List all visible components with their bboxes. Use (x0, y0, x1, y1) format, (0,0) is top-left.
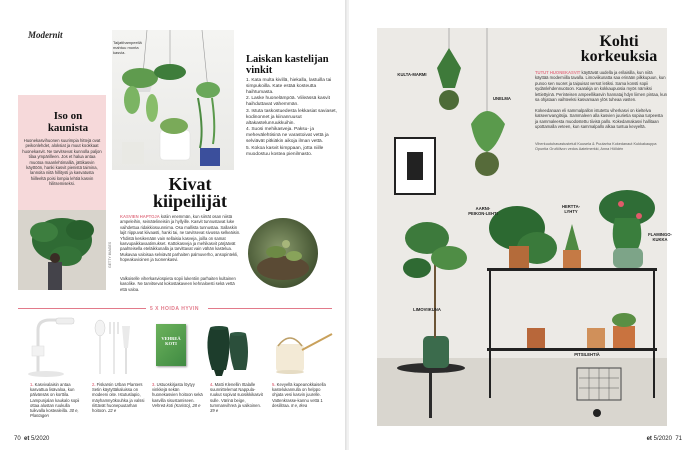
monstera-photo (18, 210, 106, 290)
book-title: VEHREÄ KOTI (161, 336, 181, 346)
label-aarnipeikonlehti: AARNI-PEIKON-LEHTI (468, 206, 498, 216)
left-page (0, 0, 347, 450)
right-text: käyttävät uudella ja erilaisilla, kun niitä käyttää moderniilla tavalla. Limoviikunatta saa erinään pilkkupuun, kun punoo sen nuoret ja taipuisat versot letiksi. Sama konsti sopii sydänlehdennuotoon. Kaarakja on kokkaupuosia myös nämiksi lettiettyinä. Perinteisen ampeellikasvin hannataj hdyn liimen pintaa, kun sa ohjataan vaihteeksi kasvamaan ylös tuheaa vasten. (535, 70, 667, 103)
pots-product (200, 322, 252, 378)
product-4-caption: 4. Matti Klenellin Ittalalle suunnittelemat Nappula-ruukut sopivat suosikkikasvit sulle. Värinä beige, tummanvihreä ja valkoinen. 39 e (210, 382, 263, 414)
kivat-body (120, 214, 242, 263)
tools-product (92, 318, 134, 378)
label-flamingokukka: FLAMINGO-KUKKA (648, 232, 672, 242)
section-label: Modernit (28, 30, 63, 40)
product-3-caption: 3. Ustuoskirjasta löytyy vinkkejä sekän huonekasvien hoitoon sekä kasvilla sisustamiseen. Vehreä koti (Karisto), 28 e (152, 382, 203, 408)
laiskan-item-3: 3. Istuta taskostuedesta lekkasiat saviaset, kodinonnet ja kiinanruusut altakastelunruukkuihin. (246, 108, 337, 126)
iso-title: Iso on kaunista (47, 110, 89, 134)
label-limoviikuna: LIMOVIIKUNA (413, 307, 441, 312)
iso-body: Huonekasvihuonen suurimpia hittejä ovat peikonlehdet, aloksiat ja muut kookkaat huonekasvit. Ne tarvitsevat kunnolla paljon tilaa ympärilleen. Jos et halua antaa muotoa maanlehtimalliä, jättikasvin käyttöön, hanki kasvit pienistä taimina, lannoita niitä hillitysti ja kasvatusta hiilleeltä poisi lompia lehtiä kasvin hilitsemiseksi. (22, 138, 102, 187)
label-herttalyhty: HERTTA-LYHTY (561, 204, 581, 214)
product-1-caption: 1. Kasvivalaisin antaa kasvattua lisävaloa, kun pälvänsäs on korttila. Lampunjalan kaukalo sopii ottaa alustan ruukulla tuikvalla kostealeilla. 30 e, Plantagen (30, 382, 80, 419)
right-title: Kohti korkeuksia (580, 33, 658, 65)
laiskan-list (246, 78, 338, 157)
label-pitsilehtia: PITSILEHTIÄ (574, 352, 600, 357)
laiskan-title: Laiskan kastelijan vinkit (246, 54, 329, 76)
laiskan-item-1: 1. Kata multa kivillä, hiekalla, lastuilla tai simpukoilla. Kate estää kosteutta haihtumasta. (246, 78, 332, 95)
product-2-caption: 2. Fiskarsin Urban Planters Setin käytyttäkaluissa on modeeni oite. Istutuslapio, mäyhamnyökouhka ja valssi riittävät huonepuutarhan hoitoon. 22 e (92, 382, 145, 414)
hanging-plant-photo (112, 30, 234, 170)
folio-right: et 5/2020 71 (646, 436, 682, 442)
kivat-lead: KASVIEN HAPTOJA (120, 214, 160, 219)
right-body2: Kokeedanaan eli sammalpallon istutettu viherkasvi on kieltelva katseenvangitsija. Sammaleen alla kasvien juurietia sopiaa turpeesta ja sammaleesta muodostettu tiivisä pallo. Kokedamakasvi hallitaan upottamalla veteen, kun sammalpallo alkaa tuntua kevyeltä. (535, 108, 663, 130)
lamp-product (26, 316, 78, 378)
kivat-text: kotiin enemmän, kun siirrät osan niistä ampeleihin, seinätelineisiin ja hyllyille. Kasvit tunnustavat luke vaihdettua ridakkiosuunnima. Osa mallista tunnustaa. Sallaskin lajit riippuvat kiivaasti, hanki tai, ne tarvitsevat sivussa selkeäisin. Yhdistä kesikenään vain sellaisia kasveja, joilla on samat kasvupaikkavaatimukset. Kattokasveja ja mehikasvit pärjäävät paahteisella eteläikkunalla ja tarvittavat vain vähän kastelua. Mukavaa valoisaa selviävät parhaiten palmuverho, ansopintekli, hopeakuvioinen ja tuonenkasvi. (120, 214, 241, 263)
product-5-caption: 5. Kevyellä kapeanokkaisella kastelukannulla on helppo ohjata vesi kasvin juurelle. Vattenkrasse-kannu vettä 1 desilitraa. 8 e, Ikea (272, 382, 326, 408)
right-page (349, 0, 696, 450)
hoida-rule-left (18, 308, 146, 309)
laiskan-item-5: 5. Kokoa kasvit kimppaan, jotta niille muodostuu kostea pienilmasto. (246, 145, 324, 157)
label-kultamarmi: KULTA-MARMI (397, 72, 427, 77)
label-unelma: UNELMA (493, 96, 511, 101)
terrarium-photo (248, 218, 318, 288)
hoida-title: 5 X HOIDA HYVIN (150, 306, 199, 312)
hanging-photo-caption: Taijatihampeellä mahtuu monta kasvia. (113, 40, 142, 56)
book-product (156, 324, 186, 366)
right-body (535, 70, 667, 102)
photo-credit: GETTY IMAGES (108, 241, 112, 268)
right-credit: Viherkuutuhavastustetuil Kuusela & Puutarha Kokedanaut Kukkakauppa Opuntia Gruföllvon vedos Aatelmerkki, Anna Hölldén (535, 142, 657, 151)
watering-can-product (266, 328, 336, 378)
hoida-rule-right (208, 308, 332, 309)
kivat-body2: Valkoiselle viherkasviospieta sopii lukentiin parhaiten kultainen kasolike. Ne tarvitsevat kokostakaveen kehnaloesti sekä vettä että valoa. (120, 276, 236, 292)
kivat-title: Kivat kiipeilijät (152, 174, 227, 211)
laiskan-item-4: 4. Suosi mehikasveja. Paksu- ja mehevälehtisinä ne varastoivat vettä ja selviävät pitkiäkin aikoja ilman vettä. (246, 127, 329, 144)
laiskan-item-2: 2. Laske huonelämpöä. Viileässä kasvit haihduttavat vähemmän. (246, 96, 330, 108)
folio-left: 70 et 5/2020 (14, 436, 50, 442)
right-lead: TUTUT HUONEKASVIT (535, 70, 581, 75)
